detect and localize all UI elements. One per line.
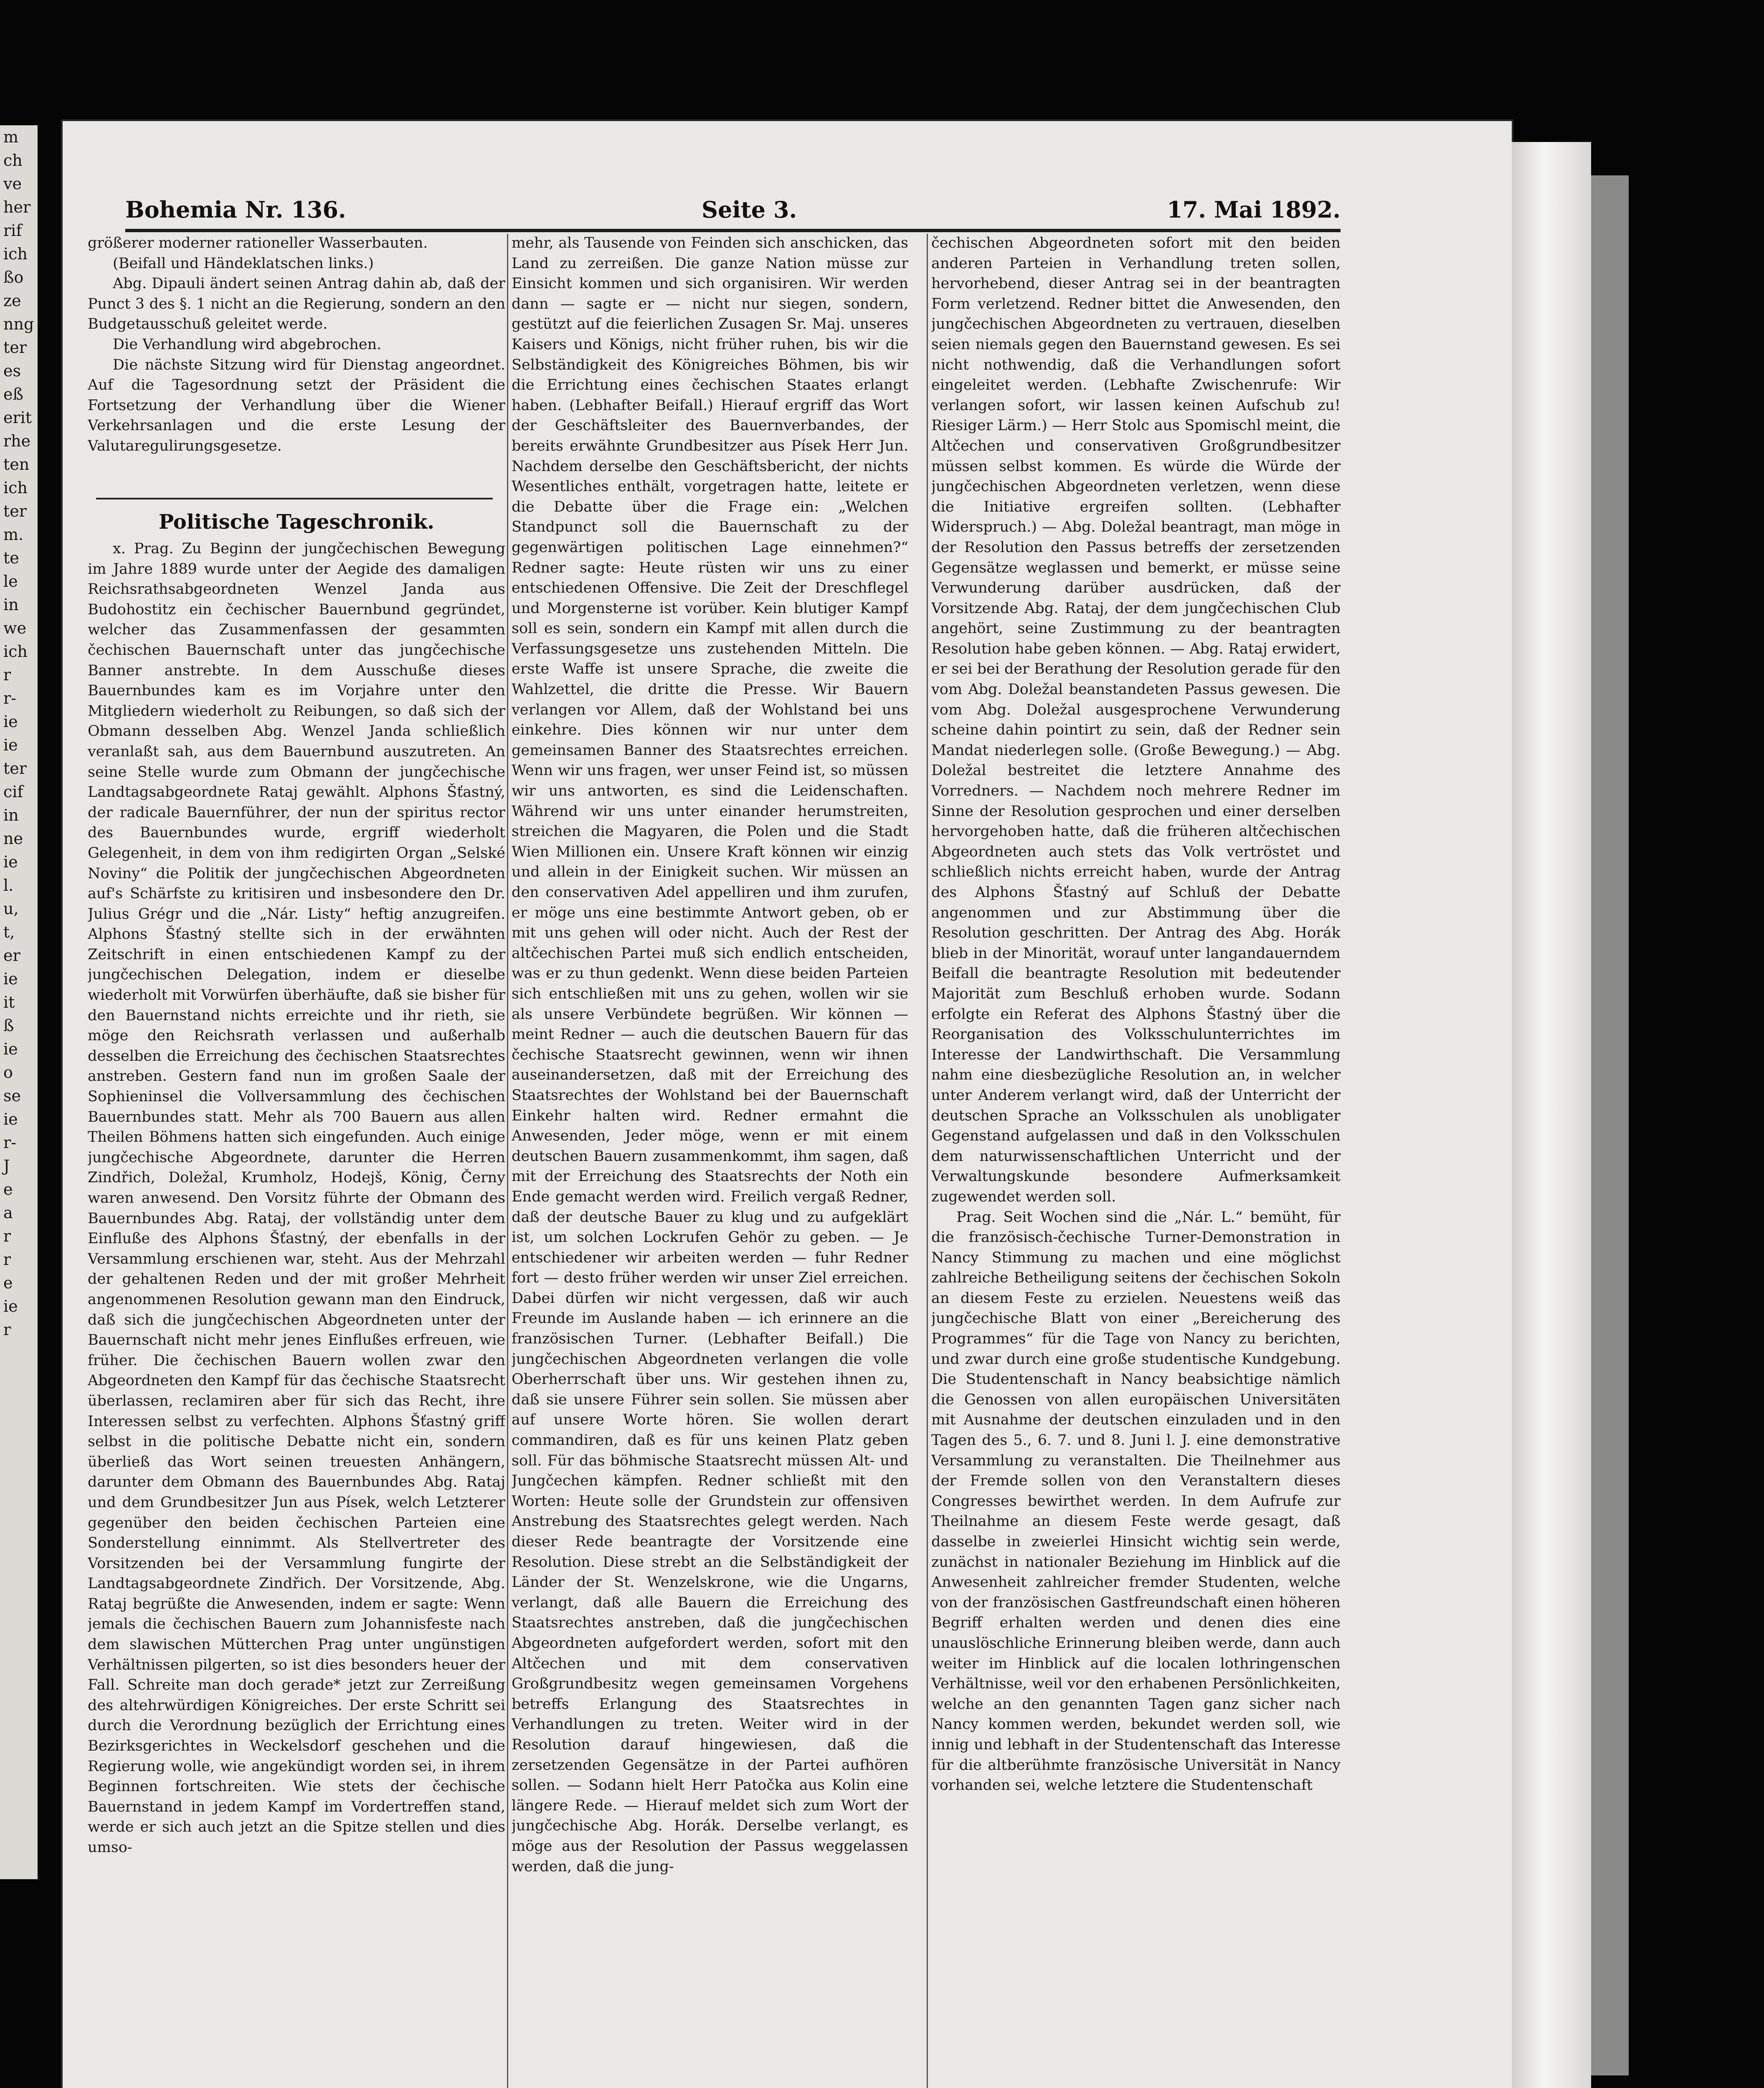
adjacent-text-fragment: ich bbox=[3, 245, 28, 263]
adjacent-text-fragment: r bbox=[3, 666, 11, 684]
adjacent-text-fragment: eß bbox=[3, 385, 23, 403]
adjacent-text-fragment: ter bbox=[3, 759, 27, 778]
adjacent-text-fragment: ze bbox=[3, 291, 21, 310]
adjacent-text-fragment: her bbox=[3, 198, 31, 216]
page-header bbox=[125, 196, 1341, 226]
adjacent-text-fragment: ter bbox=[3, 502, 27, 520]
paragraph: größerer moderner rationeller Wasserbauten. bbox=[88, 235, 428, 251]
adjacent-text-fragment: erit bbox=[3, 408, 32, 427]
adjacent-text-fragment: es bbox=[3, 362, 21, 380]
page-stack-edge bbox=[1512, 142, 1591, 2088]
adjacent-text-fragment: rif bbox=[3, 221, 22, 240]
adjacent-text-fragment: J bbox=[3, 1157, 10, 1175]
adjacent-text-fragment: o bbox=[3, 1063, 13, 1082]
adjacent-text-fragment: ve bbox=[3, 175, 22, 193]
adjacent-text-fragment: r- bbox=[3, 689, 17, 707]
adjacent-text-fragment: in bbox=[3, 806, 19, 824]
adjacent-text-fragment: r bbox=[3, 1227, 11, 1245]
adjacent-text-fragment: t, bbox=[3, 923, 15, 941]
section-title: Politische Tageschronik. bbox=[159, 510, 434, 534]
adjacent-text-fragment: l. bbox=[3, 876, 14, 894]
adjacent-text-fragment: r- bbox=[3, 1133, 17, 1152]
paragraph: (Beifall und Händeklatschen links.) bbox=[113, 255, 374, 272]
adjacent-text-fragment: r bbox=[3, 1320, 11, 1339]
adjacent-text-fragment: ter bbox=[3, 338, 27, 357]
adjacent-text-fragment: u, bbox=[3, 900, 19, 918]
paragraph: Abg. Dipauli ändert seinen Antrag dahin ab, daß der Punct 3 des §. 1 nicht an die Regierung, sondern an den Budgetausschuß geleitet werde. bbox=[88, 275, 505, 333]
adjacent-text-fragment: ich bbox=[3, 642, 28, 661]
paragraph: Die Verhandlung wird abgebrochen. bbox=[113, 336, 382, 353]
article-nancy: Prag. Seit Wochen sind die „Nár. L.“ bemüht, für die französisch-čechische Turner-Demonstration in Nancy Stimmung zu machen und eine möglichst zahlreiche Betheiligung seitens der čechischen Sokoln an diesem Feste zu erzielen. Neuestens weiß das jungčechische Blatt von einer „Bereicherung des Programmes“ für die Tage von Nancy zu berichten, und zwar durch eine große studentische Kundgebung. Die Studentenschaft in Nancy beabsichtige nämlich die Genossen von allen europäischen Universitäten mit Ausnahme der deutschen einzuladen und in den Tagen des 5., 6. 7. und 8. Juni l. J. eine demonstrative Versammlung zu veranstalten. Die Theilnehmer aus der Fremde sollen von den Veranstaltern dieses Congresses bewirthet werden. In dem Aufrufe zur Theilnahme an diesem Feste werde gesagt, daß dasselbe in zweierlei Hinsicht wichtig sein werde, zunächst in nationaler Beziehung im Hinblick auf die Anwesenheit zahlreicher fremder Studenten, welche von der französischen Gastfreundschaft einen höheren Begriff erhalten werden und denen dies eine unauslöschliche Erinnerung bleiben werde, dann auch weiter im Hinblick auf die localen lothringenschen Verhältnisse, weil vor den erhabenen Persönlichkeiten, welche an den genannten Tagen ganz sicher nach Nancy kommen werden, bekundet werden soll, wie innig und lebhaft in der Studentenschaft das Interesse für die altberühmte französische Universität in Nancy vorhanden sei, welche letztere die Studentenschaft bbox=[931, 1209, 1341, 1794]
article-text: mehr, als Tausende von Feinden sich anschicken, das Land zu zerreißen. Die ganze Nation müsse zur Einsicht kommen und sich organisiren. Wir werden dann — sagte er — nicht nur siegen, sondern, gestützt auf die feierlichen Zusagen Sr. Maj. unseres Kaisers und Königs, nicht früher ruhen, bis wir die Selbständigkeit des Königreiches Böhmen, bis wir die Errichtung eines čechischen Staates erlangt haben. (Lebhafter Beifall.) Hierauf ergriff das Wort der Geschäftsleiter des Bauernverbandes, der bereits erwähnte Grundbesitzer aus Písek Herr Jun. Nachdem derselbe den Geschäftsbericht, der nichts Wesentliches enthält, vorgetragen hatte, leitete er die Debatte über die Frage ein: „Welchen Standpunct soll die Bauernschaft zu der gegenwärtigen politischen Lage einnehmen?“ Redner sagte: Heute rüsten wir uns zu einer entschiedenen Offensive. Die Zeit der Dreschflegel und Morgensterne ist vorüber. Kein blutiger Kampf soll es sein, sondern ein Kampf mit allen durch die Verfassungsgesetze uns zustehenden Mitteln. Die erste Waffe ist unsere Sprache, die zweite die Wahlzettel, die dritte die Presse. Wir Bauern verlangen vor Allem, daß der Wohlstand bei uns einkehre. Dies können wir nur unter dem gemeinsamen Banner des Staatsrechtes erreichen. Wenn wir uns fragen, wer unser Feind ist, so müssen wir uns antworten, es sind die Leidenschaften. Während wir uns unter einander herumstreiten, streichen die Magyaren, die Polen und die Stadt Wien Millionen ein. Unsere Kraft können wir einzig und allein in der Einigkeit suchen. Wir müssen an den conservativen Adel appelliren und ihm zurufen, er möge uns eine bestimmte Antwort geben, ob er mit uns gehen will oder nicht. Auch der Rest der altčechischen Partei muß sich endlich entscheiden, was er zu thun gedenkt. Wenn diese beiden Parteien sich entschließen mit uns zu gehen, wollen wir sie als unsere Verbündete begrüßen. Wir können — meint Redner — auch die deutschen Bauern für das čechische Staatsrecht gewinnen, wenn wir ihnen auseinandersetzen, daß mit der Erreichung des Staatsrechtes der Wohlstand bei der Bauernschaft Einkehr halten wird. Redner ermahnt die Anwesenden, Jeder möge, wenn er mit einem deutschen Bauern zusammenkommt, ihm sagen, daß mit der Erreichung des Staatsrechts der Noth ein Ende gemacht werden wird. Freilich vergaß Redner, daß der deutsche Bauer zu klug und zu aufgeklärt ist, um solchen Lockrufen Gehör zu geben. — Je entschiedener wir arbeiten werden — fuhr Redner fort — desto früher werden wir unser Ziel erreichen. Dabei dürfen wir nicht vergessen, daß wir auch Freunde im Auslande haben — ich erinnere an die französischen Turner. (Lebhafter Beifall.) Die jungčechischen Abgeordneten verlangen die volle Oberherrschaft über uns. Wir gestehen ihnen zu, daß sie unsere Führer sein sollen. Sie müssen aber auf unsere Worte hören. Sie wollen derart commandiren, daß es für uns keinen Platz geben soll. Für das böhmische Staatsrecht müssen Alt- und Jungčechen kämpfen. Redner schließt mit den Worten: Heute solle der Grundstein zur offensiven Anstrebung des Staatsrechtes gelegt werden. Nach dieser Rede beantragte der Vorsitzende eine Resolution. Diese strebt an die Selbständigkeit der Länder der St. Wenzelskrone, wie die Ungarns, verlangt, daß alle Bauern die Erreichung des Staatsrechtes anstreben, daß die jungčechischen Abgeordneten aufgefordert werden, sofort mit den Altčechen und mit dem conservativen Großgrundbesitz wegen gemeinsamen Vorgehens betreffs Erlangung des Staatsrechtes in Verhandlungen zu treten. Weiter wird in der Resolution darauf hingewiesen, daß die zersetzenden Gegensätze in der Partei aufhören sollen. — Sodann hielt Herr Patočka aus Kolin eine längere Rede. — Hierauf meldet sich zum Wort der jungčechische Abg. Horák. Derselbe verlangt, es möge aus der Resolution der Passus weggelassen werden, daß die jung- bbox=[512, 235, 908, 1875]
adjacent-text-fragment: ie bbox=[3, 736, 18, 754]
article-bauernbund-continued bbox=[512, 233, 908, 2088]
issue-date: 17. Mai 1892. bbox=[1167, 196, 1341, 223]
column-divider bbox=[927, 234, 928, 2088]
adjacent-text-fragment: te bbox=[3, 549, 19, 567]
adjacent-text-fragment: rhe bbox=[3, 432, 31, 450]
adjacent-text-fragment: we bbox=[3, 619, 27, 637]
article-text: čechischen Abgeordneten sofort mit den beiden anderen Parteien in Verhandlung treten sollen, hervorhebend, dieser Antrag sei in der beantragten Form verletzend. Redner bittet die Anwesenden, den jungčechischen Abgeordneten zu vertrauen, dieselben seien niemals gegen den Bauernstand gewesen. Es sei nicht nothwendig, daß die Verhandlungen sofort eingeleitet werden. (Lebhafte Zwischenrufe: Wir verlangen sofort, wir lassen keinen Aufschub zu! Riesiger Lärm.) — Herr Stolc aus Spomischl meint, die Altčechen und conservativen Großgrundbesitzer müssen selbst kommen. Es würde die Würde der jungčechischen Abgeordneten verletzen, wenn diese die Initiative ergreifen sollten. (Lebhafter Widerspruch.) — Abg. Doležal beantragt, man möge in der Resolution den Passus betreffs der zersetzenden Gegensätze weglassen und bemerkt, er müsse seine Verwunderung darüber ausdrücken, daß der Vorsitzende Abg. Rataj, der dem jungčechischen Club angehört, seine Zustimmung zu der beantragten Resolution habe geben können. — Abg. Rataj erwidert, er sei bei der Berathung der Resolution gerade für den vom Abg. Doležal beanstandeten Passus gewesen. Die vom Abg. Doležal ausgesprochene Verwunderung scheine dahin pointirt zu sein, daß der Redner sein Mandat niederlegen solle. (Große Bewegung.) — Abg. Doležal bestreitet die letztere Annahme des Vorredners. — Nachdem noch mehrere Redner im Sinne der Resolution gesprochen und einer derselben hervorgehoben hatte, daß die früheren altčechischen Abgeordneten auch stets das Volk vertröstet und schließlich nichts erreicht haben, wurde der Antrag des Alphons Šťastný auf Schluß der Debatte angenommen und zur Abstimmung über die Resolution geschritten. Der Antrag des Abg. Horák blieb in der Minorität, worauf unter langandauerndem Beifall die beantragte Resolution mit bedeutender Majorität zum Beschluß erhoben wurde. Sodann erfolgte ein Referat des Alphons Šťastný über die Reorganisation des Volksschulunterrichtes im Interesse der Landwirthschaft. Die Versammlung nahm eine diesbezügliche Resolution an, in welcher unter Anderem verlangt wird, daß der Unterricht der deutschen Sprache an Volksschulen als unobligater Gegenstand aufgelassen und daß in den Volksschulen dem naturwissenschaftlichen Unterricht und der Verwaltungskunde besondere Aufmerksamkeit zugewendet werden soll. bbox=[931, 235, 1341, 1205]
newspaper-issue: Bohemia Nr. 136. bbox=[125, 196, 346, 223]
adjacent-text-fragment: m bbox=[3, 128, 19, 146]
article-bauernbund bbox=[88, 539, 505, 2088]
adjacent-text-fragment: ß bbox=[3, 1016, 14, 1035]
adjacent-text-fragment: r bbox=[3, 1250, 11, 1269]
page-number: Seite 3. bbox=[702, 196, 797, 223]
section-rule bbox=[96, 498, 493, 499]
adjacent-text-fragment: ne bbox=[3, 829, 23, 848]
adjacent-text-fragment: er bbox=[3, 946, 20, 965]
adjacent-text-fragment: ie bbox=[3, 970, 18, 988]
adjacent-text-fragment: ßo bbox=[3, 268, 24, 286]
article-column-3 bbox=[931, 233, 1341, 2088]
adjacent-text-fragment: e bbox=[3, 1180, 13, 1199]
adjacent-text-fragment: ch bbox=[3, 151, 23, 170]
adjacent-text-fragment: le bbox=[3, 572, 18, 590]
adjacent-text-fragment: ie bbox=[3, 712, 18, 731]
adjacent-text-fragment: ie bbox=[3, 1110, 18, 1128]
article-text: x. Prag. Zu Beginn der jungčechischen Bewegung im Jahre 1889 wurde unter der Aegide des damaligen Reichsrathsabgeordneten Wenzel Janda aus Budohostitz ein čechischer Bauernbund gegründet, welcher das Zusammenfassen der gesammten čechischen Bauernschaft unter das jungčechische Banner anstrebte. In dem Ausschuße dieses Bauernbundes kam es im Vorjahre unter den Mitgliedern wiederholt zu Reibungen, so daß sich der Obmann desselben Abg. Wenzel Janda schließlich veranlaßt sah, aus dem Bauernbund auszutreten. An seine Stelle wurde zum Obmann der jungčechische Landtagsabgeordnete Rataj gewählt. Alphons Šťastný, der radicale Bauernführer, der nun der spiritus rector des Bauernbundes wurde, ergriff wiederholt Gelegenheit, in dem von ihm redigirten Organ „Selské Noviny“ die Politik der jungčechischen Abgeordneten auf's Schärfste zu kritisiren und insbesondere den Dr. Julius Grégr und die „Nár. Listy“ heftig anzugreifen. Alphons Šťastný stellte sich in der erwähnten Zeitschrift in einen entschiedenen Kampf zu der jungčechischen Delegation, indem er dieselbe wiederholt mit Vorwürfen überhäufte, daß sie bisher für den Bauernstand nichts erreichte und ihr rieth, sie möge den Reichsrath verlassen und außerhalb desselben die Erreichung des čechischen Staatsrechtes anstreben. Gestern fand nun im großen Saale der Sophieninsel die Vollversammlung des čechischen Bauernbundes statt. Mehr als 700 Bauern aus allen Theilen Böhmens hatten sich eingefunden. Auch einige jungčechische Abgeordnete, darunter die Herren Zindřich, Doležal, Krumholz, Hodejš, König, Černy waren anwesend. Den Vorsitz führte der Obmann des Bauernbundes Abg. Rataj, der vollständig unter dem Einfluße des Alphons Šťastný, der ebenfalls in der Versammlung erschienen war, steht. Aus der Mehrzahl der gehaltenen Reden und der mit großer Mehrheit angenommenen Resolution gewann man den Eindruck, daß sich die jungčechischen Abgeordneten unter der Bauernschaft nicht mehr jenes Einflußes erfreuen, wie früher. Die čechischen Bauern wollen zwar den Abgeordneten den Kampf für das čechische Staatsrecht überlassen, reclamiren aber für sich das Recht, ihre Interessen selbst zu verfechten. Alphons Šťastný griff selbst in die politische Debatte nicht ein, sondern überließ das Wort seinen treuesten Anhängern, darunter dem Obmann des Bauernbundes Abg. Rataj und dem Grundbesitzer Jun aus Písek, welch Letzterer gegenüber den beiden čechischen Parteien eine Sonderstellung einnimmt. Als Stellvertreter des Vorsitzenden bei der Versammlung fungirte der Landtagsabgeordnete Zindřich. Der Vorsitzende, Abg. Rataj begrüßte die Anwesenden, indem er sagte: Wenn jemals die čechischen Bauern zum Johannisfeste nach dem slawischen Mütterchen Prag unter ungünstigen Verhältnissen pilgerten, so ist dies besonders heuer der Fall. Schreite man doch gerade* jetzt zur Zerreißung des altehrwürdigen Königreiches. Der erste Schritt sei durch die Verordnung bezüglich der Errichtung eines Bezirksgerichtes in Weckelsdorf geschehen und die Regierung wolle, wie angekündigt worden sei, in ihrem Beginnen fortschreiten. Wie stets der čechische Bauernstand in jedem Kampf im Vordertreffen stand, werde er sich auch jetzt an die Spitze stellen und dies umso- bbox=[88, 540, 505, 1856]
paragraph: Die nächste Sitzung wird für Dienstag angeordnet. Auf die Tagesordnung setzt der Präsident die Fortsetzung der Verhandlung über die Wiener Verkehrsanlagen und die erste Lesung der Valutaregulirungsgesetze. bbox=[88, 356, 505, 454]
adjacent-text-fragment: it bbox=[3, 993, 15, 1011]
binding-shadow bbox=[1591, 175, 1629, 2075]
adjacent-text-fragment: e bbox=[3, 1274, 13, 1292]
adjacent-text-fragment: a bbox=[3, 1204, 13, 1222]
column-divider bbox=[507, 234, 508, 2088]
adjacent-text-fragment: in bbox=[3, 595, 19, 614]
adjacent-text-fragment: ich bbox=[3, 479, 28, 497]
parliament-report-end bbox=[88, 233, 505, 500]
adjacent-text-fragment: se bbox=[3, 1087, 21, 1105]
adjacent-text-fragment: cif bbox=[3, 783, 23, 801]
adjacent-page-edge bbox=[0, 125, 38, 1879]
adjacent-text-fragment: m. bbox=[3, 525, 24, 544]
header-rule bbox=[125, 229, 1341, 232]
adjacent-text-fragment: ie bbox=[3, 1040, 18, 1058]
adjacent-text-fragment: ie bbox=[3, 1297, 18, 1315]
adjacent-text-fragment: ie bbox=[3, 853, 18, 871]
adjacent-text-fragment: nng bbox=[3, 315, 34, 333]
adjacent-text-fragment: ten bbox=[3, 455, 30, 474]
